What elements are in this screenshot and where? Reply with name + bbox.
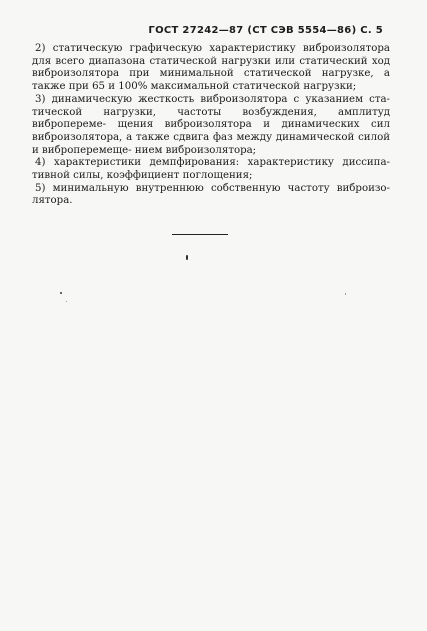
text-line: лятора. [32,195,73,207]
scan-speck [60,292,62,294]
text-line: щения виброизолятора и динамических сил виброизолятора, а [32,119,390,143]
text-line: нием виброизолятора; [134,144,257,156]
paragraph-item-4 [32,157,390,182]
text-line: при 65 и 100% максимальной статической нагрузки; [68,81,357,93]
text-line: 2) статическую графическую характеристику виброизолятора [35,43,390,54]
text-line: для всего диапазона статической нагрузки или статический ход [32,55,390,67]
scan-speck [66,301,67,302]
scan-speck [345,293,346,295]
end-of-section-rule [172,234,228,235]
paragraph-item-2 [32,43,390,94]
scan-speck [186,255,188,260]
document-body [32,43,390,208]
text-line: также сдвига фаз между динамической силой и виброперемеще- [32,131,390,156]
text-line: 3) динамическую жесткость виброизолятора с указанием ста- [35,93,390,105]
text-line: 5) минимальную внутреннюю собственную частоту виброизо- [35,182,390,194]
text-line: виброизолятора при минимальной статической нагрузке, а также [32,68,390,93]
paragraph-item-3 [32,94,390,158]
text-line: тической нагрузки, частоты возбуждения, амплитуд вибропереме- [32,106,390,131]
text-line: 4) характеристики демпфирования: характеристику диссипа- [35,157,390,169]
text-line: тивной силы, коэффициент поглощения; [32,170,253,182]
paragraph-item-5 [32,183,390,208]
running-header: ГОСТ 27242—87 (СТ СЭВ 5554—86) С. 5 [148,25,383,36]
